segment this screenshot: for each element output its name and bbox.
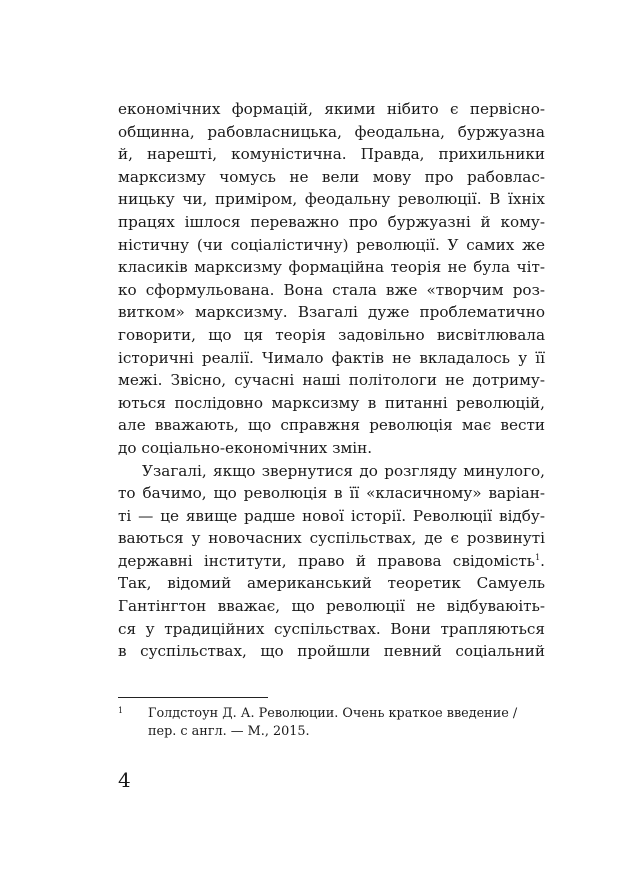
text-line: ністичну (чи соціалістичну) революції. У самих же [118,235,545,254]
text-line: історичні реалії. Чимало фактів не вкладалось у її [118,348,545,367]
text-line: Узагалі, якщо звернутися до розгляду минулого, [142,461,545,480]
text-line: межі. Звісно, сучасні наші політологи не дотриму- [118,371,545,390]
footnote-reference: 1 [535,552,541,562]
text-line-with-footnote [118,550,545,573]
page-number: 4 [118,768,131,792]
main-text [118,98,545,663]
text-line: общинна, рабовласницька, феодальна, буржуазна [118,122,545,141]
text-line: економічних формацій, якими нібито є первісно- [118,100,545,118]
text-line: витком» марксизму. Взагалі дуже проблематично [118,303,545,322]
footnote-marker: 1 [118,706,124,715]
text-line: працях ішлося переважно про буржуазні й кому- [118,212,545,231]
text-line: класиків марксизму формаційна теорія не була чіт- [118,258,545,277]
text-line: ті — це явище радше нової історії. Революції відбу- [118,506,545,525]
footnote-line: Голдстоун Д. А. Революции. Очень краткое введение / [148,706,518,721]
text-line: ницьку чи, приміром, феодальну революції. В їхніх [118,190,545,209]
text-line: але вважають, що справжня революція має вести [118,416,545,435]
footnote-line: пер. с англ. — М., 2015. [148,724,310,739]
text-line: ються послідовно марксизму в питанні революцій, [118,393,545,412]
text-line: марксизму чомусь не вели мову про рабовлас- [118,167,545,186]
text-line: й, нарешті, комуністична. Правда, прихильники [118,145,545,164]
text-line: ко сформульована. Вона стала вже «творчим роз- [118,280,545,299]
footnote-separator [118,697,268,698]
text-line: до соціально-економічних змін. [118,438,373,457]
text-line-content: державні інститути, право й правова свідомість [118,551,536,570]
text-line: Гантінгтон вважає, що революції не відбуваюіть- [118,597,545,616]
text-line: ваються у новочасних суспільствах, де є розвинуті [118,529,545,548]
text-line: Так, відомий американський теоретик Самуель [118,574,545,593]
text-line: в суспільствах, що пройшли певний соціальний [118,642,545,661]
text-line: то бачимо, що революція в її «класичному» варіан- [118,484,545,503]
text-line-period: . [540,551,545,570]
text-line: говорити, що ця теорія задовільно висвітлювала [118,325,545,344]
text-line: ся у традиційних суспільствах. Вони трапляються [118,619,545,638]
footnote [118,705,558,741]
